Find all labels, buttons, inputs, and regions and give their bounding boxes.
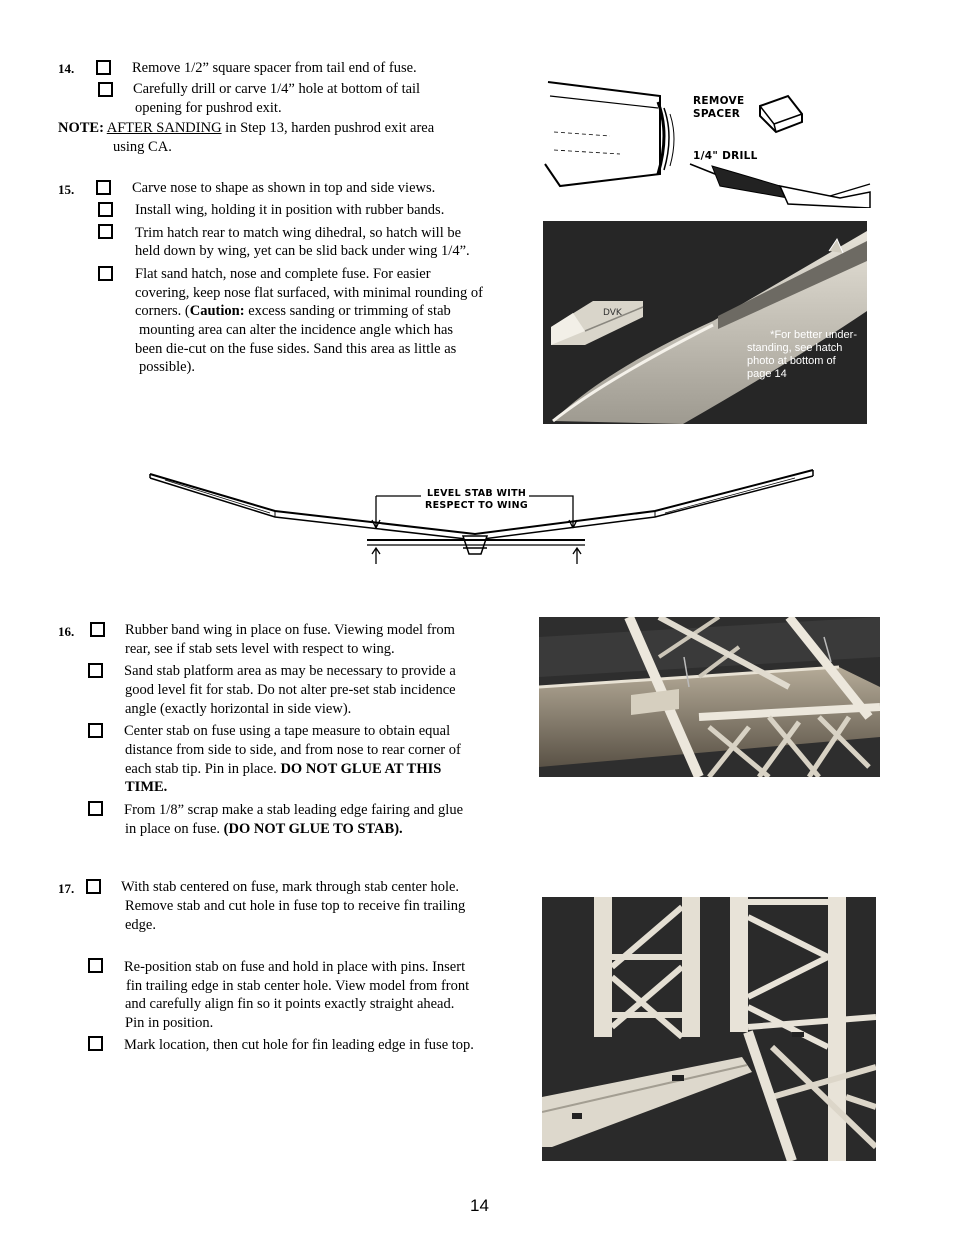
do-not-glue-stab-text: (DO NOT GLUE TO STAB). [223, 821, 403, 837]
pin-in-place-text: each stab tip. Pin in place. [125, 761, 281, 777]
step-17-checkbox-1[interactable] [86, 879, 101, 894]
photo-note-line-3: photo at bottom of [747, 355, 836, 367]
step-16-line-4a: From 1/8” scrap make a stab leading edge fairing and glue [124, 802, 464, 818]
step-15-line-4a: Flat sand hatch, nose and complete fuse. For easier [135, 266, 431, 282]
note-label: NOTE: [58, 120, 104, 136]
do-not-glue-text: DO NOT GLUE AT THIS [280, 761, 442, 777]
caution-label: Caution: [189, 303, 245, 319]
photo-note-line-2: standing, see hatch [747, 342, 843, 354]
tail-spacer-figure [540, 74, 875, 208]
step-16-line-2c: angle (exactly horizontal in side view). [125, 701, 352, 717]
fuse-nose-photo [543, 221, 867, 424]
fin-alignment-photo [542, 897, 876, 1161]
step-17-checkbox-3[interactable] [88, 1036, 103, 1051]
photo-note-line-1: *For better under- [770, 329, 857, 341]
label-spacer: SPACER [693, 108, 741, 120]
step-17-line-2a: Re-position stab on fuse and hold in place with pins. Insert [124, 959, 466, 975]
step-15-line-1: Carve nose to shape as shown in top and side views. [132, 180, 436, 196]
step-14-note [58, 119, 434, 138]
step-17-checkbox-2[interactable] [88, 958, 103, 973]
note-underline: AFTER SANDING [106, 120, 222, 136]
step-16-checkbox-2[interactable] [88, 663, 103, 678]
step-16-checkbox-3[interactable] [88, 723, 103, 738]
stab-on-fuse-photo [539, 617, 880, 777]
level-stab-label-1: LEVEL STAB WITH [427, 488, 527, 499]
step-15-line-2: Install wing, holding it in position with rubber bands. [135, 202, 445, 218]
step-16-line-4b [125, 820, 403, 839]
step-17-line-2c: and carefully align fin so it points exactly straight ahead. [125, 996, 455, 1012]
step-15-line-3a: Trim hatch rear to match wing dihedral, so hatch will be [135, 225, 462, 241]
step-17-line-2b: fin trailing edge in stab center hole. View model from front [126, 978, 470, 994]
step-15-checkbox-2[interactable] [98, 202, 113, 217]
step-17-line-1c: edge. [125, 917, 156, 933]
step-16-line-3a: Center stab on fuse using a tape measure to obtain equal [124, 723, 451, 739]
step-17-line-2d: Pin in position. [125, 1015, 214, 1031]
wing-stab-diagram [145, 466, 820, 566]
caution-pre: corners. ( [135, 303, 190, 319]
level-stab-label-2: RESPECT TO WING [425, 500, 528, 511]
step-17-line-1a: With stab centered on fuse, mark through stab center hole. [121, 879, 460, 895]
note-rest: in Step 13, harden pushrod exit area [221, 120, 435, 136]
step-16-line-3b: distance from side to side, and from nose to rear corner of [125, 742, 461, 758]
step-16-line-1b: rear, see if stab sets level with respect to wing. [125, 641, 395, 657]
step-17-number: 17. [58, 881, 75, 896]
photo-note-line-4: page 14 [747, 368, 787, 380]
step-14-line-2b: opening for pushrod exit. [135, 100, 282, 116]
step-16-line-3d: TIME. [125, 779, 168, 795]
caution-post: excess sanding or trimming of stab [244, 303, 451, 319]
fairing-pre: in place on fuse. [125, 821, 224, 837]
step-15-checkbox-3[interactable] [98, 224, 113, 239]
step-15-line-4f: possible). [139, 359, 195, 375]
step-17-line-3: Mark location, then cut hole for fin leading edge in fuse top. [124, 1037, 474, 1053]
photo-note [747, 329, 857, 342]
step-16-line-2a: Sand stab platform area as may be necessary to provide a [124, 663, 456, 679]
step-14-line-1: Remove 1/2” square spacer from tail end of fuse. [132, 60, 417, 76]
svg-text:DVK: DVK [603, 308, 622, 318]
step-16-line-1a: Rubber band wing in place on fuse. Viewing model from [125, 622, 455, 638]
step-15-line-4d: mounting area can alter the incidence angle which has [139, 322, 454, 338]
step-15-number: 15. [58, 182, 75, 197]
step-17-line-1b: Remove stab and cut hole in fuse top to receive fin trailing [125, 898, 466, 914]
step-15-checkbox-4[interactable] [98, 266, 113, 281]
step-14-note-line-2: using CA. [113, 139, 172, 155]
label-drill: 1/4" DRILL [693, 150, 758, 162]
page-number: 14 [470, 1196, 489, 1215]
step-14-checkbox-1[interactable] [96, 60, 111, 75]
step-15-line-4e: been die-cut on the fuse sides. Sand this area as little as [135, 341, 457, 357]
step-15-checkbox-1[interactable] [96, 180, 111, 195]
step-16-line-3c [125, 760, 441, 779]
label-remove: REMOVE [693, 95, 745, 107]
step-14-number: 14. [58, 61, 75, 76]
step-15-line-4c [135, 302, 451, 321]
step-16-number: 16. [58, 624, 75, 639]
step-14-line-2a: Carefully drill or carve 1/4” hole at bottom of tail [133, 81, 421, 97]
step-14-checkbox-2[interactable] [98, 82, 113, 97]
step-15-line-4b: covering, keep nose flat surfaced, with minimal rounding of [135, 285, 483, 301]
step-16-checkbox-4[interactable] [88, 801, 103, 816]
step-16-line-2b: good level fit for stab. Do not alter pre-set stab incidence [125, 682, 456, 698]
step-15-line-3b: held down by wing, yet can be slid back under wing 1/4”. [135, 243, 470, 259]
step-16-checkbox-1[interactable] [90, 622, 105, 637]
